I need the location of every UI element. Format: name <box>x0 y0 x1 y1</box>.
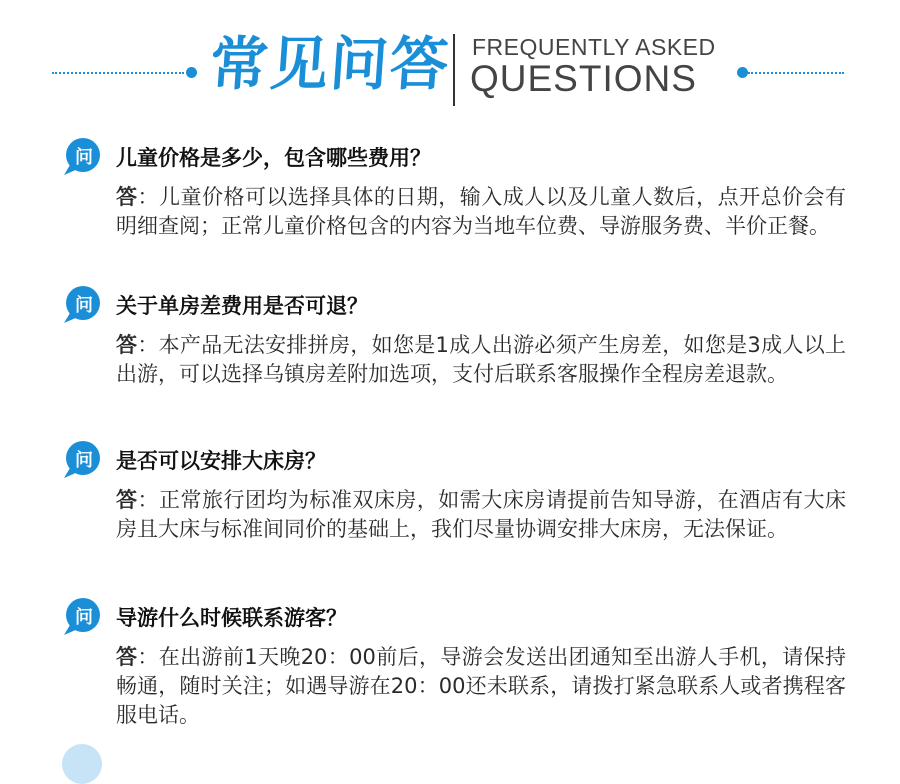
answer-text: 正常旅行团均为标准双床房，如需大床房请提前告知导游，在酒店有大床房且大床与标准间同价的基础上，我们尽量协调安排大床房，无法保证。 <box>116 488 847 541</box>
answer-colon: ： <box>137 333 159 357</box>
question-bubble-icon: 问 <box>60 597 106 637</box>
faq-header <box>0 0 900 120</box>
answer-prefix: 答 <box>116 185 138 209</box>
header-dot-left <box>186 67 197 78</box>
answer-text: 在出游前1天晚20：00前后，导游会发送出团通知至出游人手机，请保持畅通，随时关注；如遇导游在20：00还未联系，请拨打紧急联系人或者携程客服电话。 <box>116 645 847 727</box>
next-question-bubble-icon <box>62 744 102 784</box>
answer-prefix: 答 <box>116 333 138 357</box>
question-bubble-icon: 问 <box>60 137 106 177</box>
faq-answer <box>116 486 846 544</box>
answer-colon: ： <box>137 488 159 512</box>
question-bubble-icon: 问 <box>60 285 106 325</box>
header-title-en-line2: QUESTIONS <box>470 58 697 99</box>
header-dot-right <box>737 67 748 78</box>
faq-question: 导游什么时候联系游客？ <box>116 606 347 630</box>
faq-answer <box>116 643 846 730</box>
faq-question-row <box>60 285 860 325</box>
faq-item <box>60 440 860 544</box>
faq-question: 是否可以安排大床房？ <box>116 449 326 473</box>
answer-colon: ： <box>137 185 159 209</box>
header-title-en-line1: FREQUENTLY ASKED <box>472 34 716 60</box>
answer-colon: ： <box>137 645 159 669</box>
header-title-cn: 常见问答 <box>207 30 453 98</box>
answer-text: 本产品无法安排拼房，如您是1成人出游必须产生房差，如您是3成人以上出游，可以选择乌镇房差附加选项，支付后联系客服操作全程房差退款。 <box>116 333 847 386</box>
faq-question-row <box>60 597 860 637</box>
header-divider <box>453 34 455 106</box>
faq-question: 儿童价格是多少，包含哪些费用？ <box>116 146 431 170</box>
faq-item <box>60 597 860 730</box>
header-dotted-line-left <box>52 72 184 74</box>
faq-item <box>60 285 860 389</box>
question-bubble-icon: 问 <box>60 440 106 480</box>
answer-text: 儿童价格可以选择具体的日期，输入成人以及儿童人数后，点开总价会有明细查阅；正常儿童价格包含的内容为当地车位费、导游服务费、半价正餐。 <box>116 185 847 238</box>
faq-question-row <box>60 137 860 177</box>
faq-question: 关于单房差费用是否可退？ <box>116 294 368 318</box>
answer-prefix: 答 <box>116 488 138 512</box>
header-dotted-line-right <box>748 72 844 74</box>
faq-item <box>60 137 860 241</box>
answer-prefix: 答 <box>116 645 138 669</box>
faq-answer <box>116 183 846 241</box>
faq-answer <box>116 331 846 389</box>
faq-question-row <box>60 440 860 480</box>
